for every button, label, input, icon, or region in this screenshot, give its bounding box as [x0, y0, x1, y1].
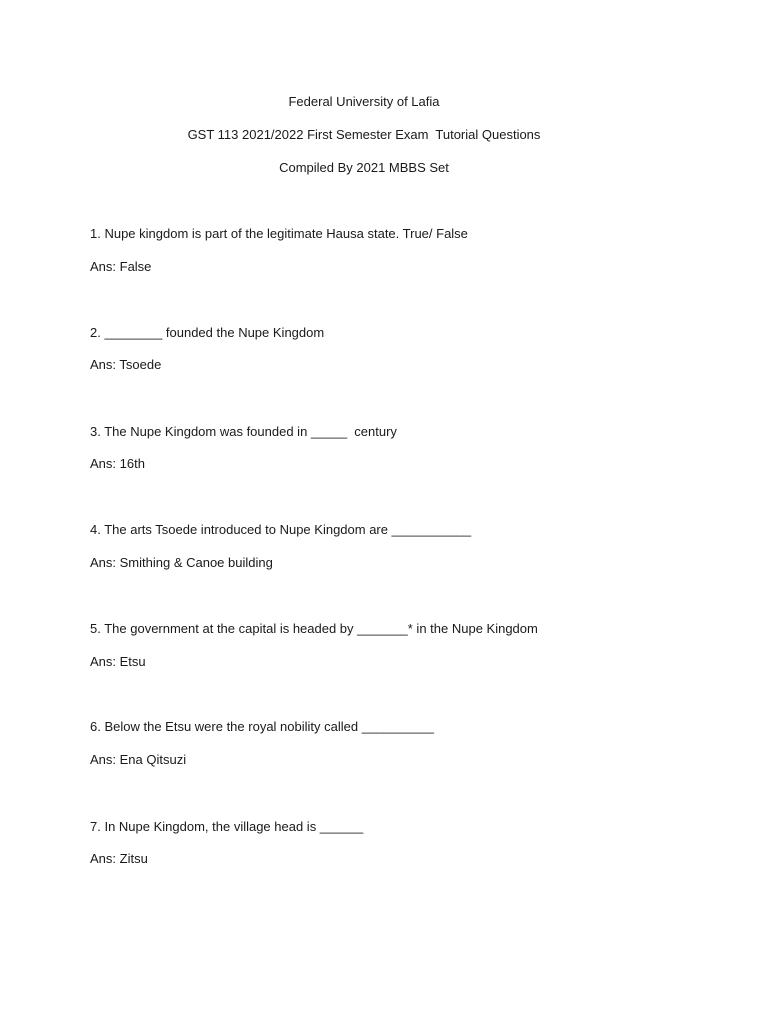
question-6: 6. Below the Etsu were the royal nobility called __________	[90, 719, 434, 734]
exam-title: GST 113 2021/2022 First Semester Exam Tutorial Questions	[187, 127, 541, 142]
answer-1: Ans: False	[90, 259, 152, 274]
question-2: 2. ________ founded the Nupe Kingdom	[90, 325, 325, 340]
question-1: 1. Nupe kingdom is part of the legitimate Hausa state. True/ False	[90, 226, 468, 241]
university-name: Federal University of Lafia	[288, 94, 440, 109]
question-7: 7. In Nupe Kingdom, the village head is ______	[90, 819, 364, 834]
compiled-by: Compiled By 2021 MBBS Set	[279, 160, 449, 175]
question-4: 4. The arts Tsoede introduced to Nupe Kingdom are ___________	[90, 522, 472, 537]
question-5: 5. The government at the capital is headed by _______* in the Nupe Kingdom	[90, 621, 538, 636]
answer-4: Ans: Smithing & Canoe building	[90, 555, 273, 570]
answer-2: Ans: Tsoede	[90, 357, 162, 372]
answer-5: Ans: Etsu	[90, 654, 146, 669]
answer-6: Ans: Ena Qitsuzi	[90, 752, 187, 767]
answer-3: Ans: 16th	[90, 456, 145, 471]
answer-7: Ans: Zitsu	[90, 851, 148, 866]
question-3: 3. The Nupe Kingdom was founded in _____ century	[90, 424, 397, 439]
